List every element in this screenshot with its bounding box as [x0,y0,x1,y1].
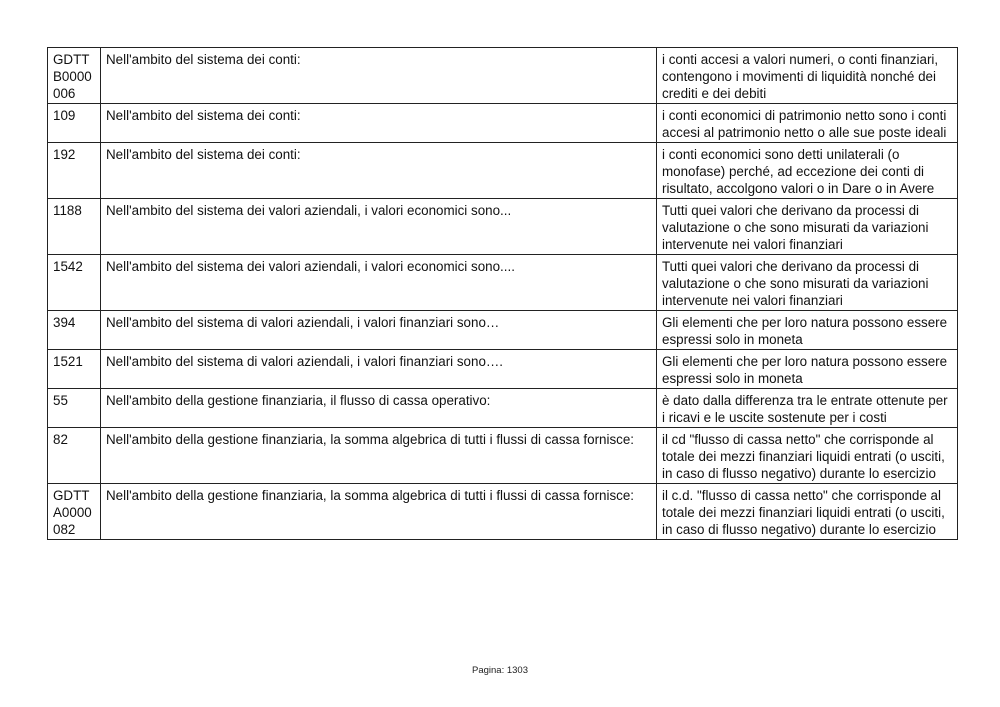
question-id-cell: 1542 [48,255,101,311]
answer-text-cell: Tutti quei valori che derivano da processi di valutazione o che sono misurati da variazioni intervenute nei valori finanziari [657,199,958,255]
question-id-cell: 1521 [48,350,101,389]
answer-text-cell: è dato dalla differenza tra le entrate ottenute per i ricavi e le uscite sostenute per i costi [657,389,958,428]
table-row [48,255,958,311]
page-number: Pagina: 1303 [472,665,528,676]
question-text-cell: Nell'ambito del sistema dei valori aziendali, i valori economici sono... [101,199,657,255]
question-text-cell: Nell'ambito del sistema dei conti: [101,143,657,199]
question-id-cell: GDTT B0000 006 [48,48,101,104]
question-text-cell: Nell'ambito del sistema dei valori aziendali, i valori economici sono.... [101,255,657,311]
table-row [48,199,958,255]
table-row [48,389,958,428]
table-row [48,428,958,484]
question-text-cell: Nell'ambito della gestione finanziaria, la somma algebrica di tutti i flussi di cassa fornisce: [101,428,657,484]
answer-text-cell: Gli elementi che per loro natura possono essere espressi solo in moneta [657,311,958,350]
answer-text-cell: i conti economici sono detti unilaterali (o monofase) perché, ad eccezione dei conti di risultato, accolgono valori o in Dare o in Avere [657,143,958,199]
answer-text-cell: il cd "flusso di cassa netto" che corrisponde al totale dei mezzi finanziari liquidi entrati (o usciti, in caso di flusso negativo) durante lo esercizio [657,428,958,484]
question-text-cell: Nell'ambito del sistema dei conti: [101,104,657,143]
question-text-cell: Nell'ambito del sistema dei conti: [101,48,657,104]
answer-text-cell: Tutti quei valori che derivano da processi di valutazione o che sono misurati da variazioni intervenute nei valori finanziari [657,255,958,311]
table-row [48,104,958,143]
answer-text-cell: i conti economici di patrimonio netto sono i conti accesi al patrimonio netto o alle sue poste ideali [657,104,958,143]
question-id-cell: GDTT A0000 082 [48,484,101,540]
table-row [48,143,958,199]
question-text-cell: Nell'ambito del sistema di valori aziendali, i valori finanziari sono… [101,311,657,350]
question-id-cell: 109 [48,104,101,143]
question-answer-table [47,47,958,540]
question-text-cell: Nell'ambito della gestione finanziaria, il flusso di cassa operativo: [101,389,657,428]
table-row [48,311,958,350]
table-row [48,484,958,540]
question-id-cell: 1188 [48,199,101,255]
question-id-cell: 82 [48,428,101,484]
answer-text-cell: Gli elementi che per loro natura possono essere espressi solo in moneta [657,350,958,389]
question-id-cell: 192 [48,143,101,199]
table-row [48,350,958,389]
answer-text-cell: il c.d. "flusso di cassa netto" che corrisponde al totale dei mezzi finanziari liquidi entrati (o usciti, in caso di flusso negativo) durante lo esercizio [657,484,958,540]
question-id-cell: 394 [48,311,101,350]
table-row [48,48,958,104]
question-text-cell: Nell'ambito del sistema di valori aziendali, i valori finanziari sono…. [101,350,657,389]
question-id-cell: 55 [48,389,101,428]
question-text-cell: Nell'ambito della gestione finanziaria, la somma algebrica di tutti i flussi di cassa fornisce: [101,484,657,540]
answer-text-cell: i conti accesi a valori numeri, o conti finanziari, contengono i movimenti di liquidità nonché dei crediti e dei debiti [657,48,958,104]
